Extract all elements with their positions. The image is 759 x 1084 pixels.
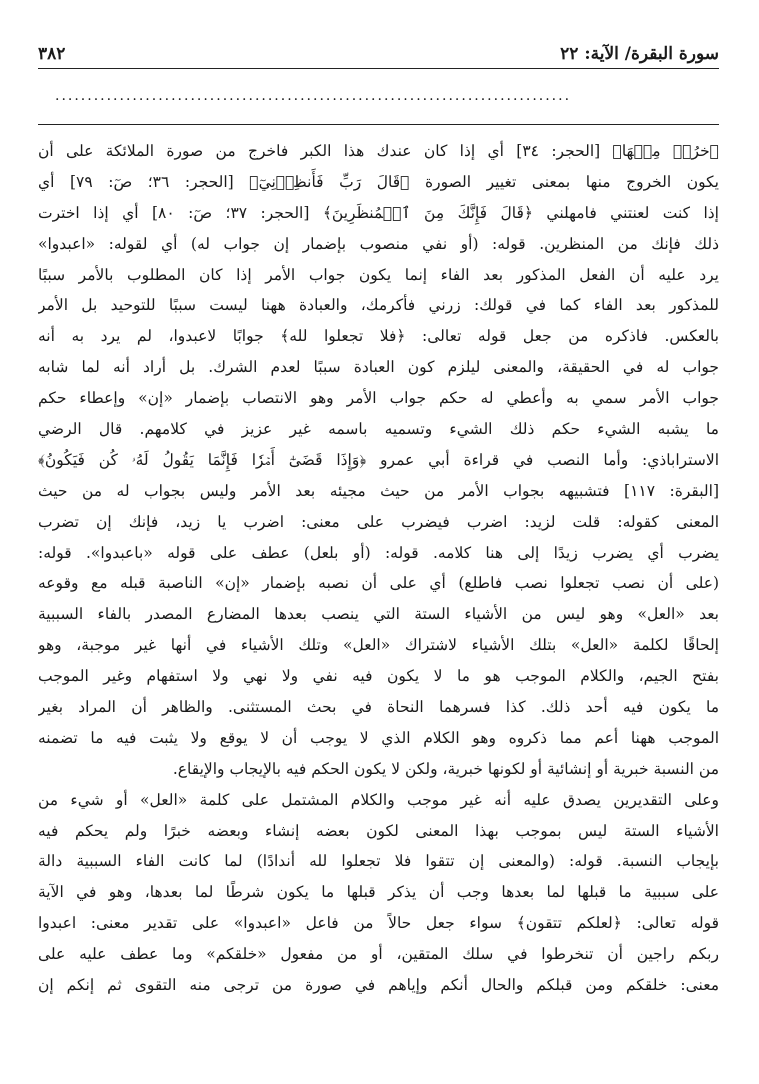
text-line: على سببية ما قبلها لما بعدها وجب أن يذكر قبلها ما يكون شرطًا لما بعدها، وهو في الآية bbox=[38, 883, 719, 902]
text-line: (على أن نصب تجعلوا نصب فاطلع) أي على أن نصبه بإضمار «إن» الناصبة قبله مع وقوعه bbox=[38, 574, 719, 593]
page-header bbox=[38, 34, 719, 64]
dotted-separator: ................................................................................ bbox=[55, 88, 572, 104]
text-line: ﭐﺧﺮُﺝۡ ﻣِﻨۡﻬَﺎ﴾ [الحجر: ٣٤] أي إذا كان عندك هذا الكبر فاخرج من صورة الملائكة على أن bbox=[38, 142, 719, 160]
text-line: قوله تعالى: ﴿لعلكم تتقون﴾ سواء جعل حالاً من فاعل «اعبدوا» على تقدير معنى: اعبدوا bbox=[38, 914, 719, 933]
text-line: للمذكور بعد الفاء كما في قولك: زرني فأكرمك، والعبادة ههنا ليست سببًا للتوحيد بل الأمر bbox=[38, 296, 719, 315]
running-title: سورة البقرة/ الآية: ٢٢ bbox=[560, 44, 719, 64]
text-line: يرد عليه أن الفعل المذكور بعد الفاء إنما يكون جواب الأمر إذا كان المطلوب بالأمر سببًا bbox=[38, 265, 719, 284]
text-line: من النسبة خبرية أو إنشائية أو لكونها خبرية، ولكن لا يكون الحكم فيه بالإيجاب والإيقاع. bbox=[172, 759, 719, 778]
text-line: ما يشبه الشيء حكم ذلك الشيء وتسميه باسمه غير عزيز في كلامهم. قال الرضي bbox=[38, 420, 719, 439]
text-line: الأشياء الستة ليس بموجب بهذا المعنى لكون بعضه إنشاء وبعضه خبرًا ولم يحكم فيه bbox=[38, 821, 719, 840]
text-line: جواب له في الحقيقة، والمعنى ليلزم كون العبادة سببًا لعدم الشرك. بل أراد أنه لما شابه bbox=[38, 358, 719, 377]
text-line: إذا كنت لعنتني فامهلني ﴿قَالَ فَإِنَّكَ مِنَ ٱلۡمُنظَرِينَ﴾ [الحجر: ٣٧؛ صٓ: ٨٠] أي إذا اخترت bbox=[38, 203, 719, 222]
text-line: بعد «العل» وهو ليس من الأشياء الستة التي ينصب بعدها المضارع المصدر بالفاء السببية bbox=[38, 605, 719, 624]
text-line: بفتح الجيم، والكلام الموجب هو ما لا يكون فيه نفي ولا نهي ولا استفهام وغير الموجب bbox=[38, 667, 719, 686]
text-line: إلحاقًا لكلمة «العل» بتلك الأشياء لاشتراك «العل» وتلك الأشياء في أنها غير موجبة، وهو bbox=[38, 636, 719, 655]
text-line: معنى: خلقكم ومن قبلكم والحال أنكم وإياهم في صورة من ترجى منه التقوى ثم إنكم إن bbox=[38, 976, 719, 995]
text-line: الموجب ههنا أعم مما ذكروه وهو الكلام الذي لا يوجب أن لا يوقع ولا يثبت فيه ما تضمنه bbox=[38, 728, 719, 747]
text-line: الاستراباذي: وأما النصب في قراءة أبي عمرو ﴿وَإِذَا قَضَىٰٓ أَمۡرٗا فَإِنَّمَا يَقُولُ لَهُۥ كُن فَيَكُونُ﴾ bbox=[38, 450, 719, 469]
text-line: بإيجاب النسبة. قوله: (والمعنى إن تتقوا فلا تجعلوا لله أندادًا) لما كانت الفاء السببية دالة bbox=[38, 852, 719, 871]
text-line: ما يكون فيه أحد ذلك. كذا فسرهما النحاة في بحث المستثنى. والظاهر أن المراد بغير bbox=[38, 698, 719, 717]
text-line: يكون الخروج منها بمعنى تغيير الصورة ﴿قَالَ رَبِّ فَأَنظِرۡنِيٓ﴾ [الحجر: ٣٦؛ صٓ: ٧٩] أي bbox=[38, 172, 719, 191]
body-text bbox=[38, 136, 719, 1001]
text-line: [البقرة: ١١٧] فتشبيهه بجواب الأمر من حيث مجيئه بعد الأمر وليس بجواب له من حيث bbox=[38, 481, 719, 500]
text-line: بالعكس. فاذكره من جعل قوله تعالى: ﴿فلا تجعلوا لله﴾ جوابًا لاعبدوا، لم يرد به أنه bbox=[38, 327, 719, 346]
text-line: وعلى التقديرين يصدق عليه أنه غير موجب والكلام المشتمل على كلمة «العل» أو شيء من bbox=[38, 790, 719, 809]
text-line: ذلك فإنك من المنظرين. قوله: (أو نفي منصوب بإضمار إن جواب له) أي لقوله: «اعبدوا» bbox=[38, 234, 719, 253]
text-rule bbox=[38, 124, 719, 125]
text-line: المعنى كقوله: قلت لزيد: اضرب فيضرب على معنى: اضرب يا زيد، فإنك إن تضرب bbox=[38, 512, 719, 531]
text-line: ربكم راجين أن تنخرطوا في سلك المتقين، أو من مفعول «خلقكم» وما عطف عليه على bbox=[38, 945, 719, 964]
header-rule bbox=[38, 68, 719, 69]
text-line: جواب الأمر سمي به وأعطي له حكم جواب الأمر وهو الانتصاب بإضمار «إن» وإعطاء حكم bbox=[38, 389, 719, 408]
text-line: يضرب أي يضرب زيدًا إلى هنا كلامه. قوله: (أو بلعل) عطف على قوله «باعبدوا». قوله: bbox=[38, 543, 719, 562]
page-number: ٣٨٢ bbox=[38, 44, 66, 64]
